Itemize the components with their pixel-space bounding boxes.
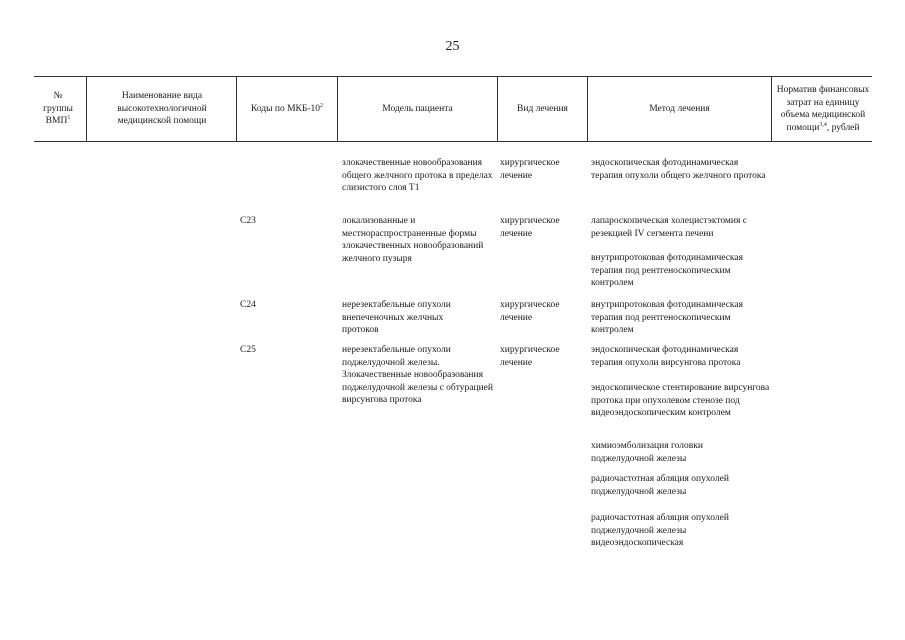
treatment-method-cell: внутрипротоковая фотодинамическая терапия под рентгеноскопическим контролем [591,300,743,335]
treatment-method-cell: химиоэмболизация головки поджелудочной железы [591,441,703,464]
column-separator [771,76,772,142]
header-cost-norm: Норматив финансовых затрат на единицу объема медицинской помощи$^{3,4}$, рублей [776,85,870,133]
header-top-rule [34,76,872,77]
patient-model-cell: нерезектабельные опухоли поджелудочной железы. Злокачественные новообразования поджелудочной железы с обтурацией вирсунгова протока [342,345,493,405]
treatment-method-cell: эндоскопическое стентирование вирсунгова протока при опухолевом стенозе под видеоэндоскопическим контролем [591,383,770,418]
patient-model-cell: нерезектабельные опухоли внепеченочных желчных протоков [342,300,451,335]
treatment-method-cell: эндоскопическая фотодинамическая терапия опухоли общего желчного протока [591,158,766,181]
header-patient-model: Модель пациента [382,103,453,114]
column-separator [587,76,588,142]
header-care-type: Наименование вида высокотехнологичной медицинской помощи [117,91,207,127]
header-icd-codes: Коды по МКБ-$10^2$ [250,102,324,114]
icd-code-cell: C25 [240,345,256,355]
treatment-type-cell: хирургическое лечение [500,300,560,323]
patient-model-cell: злокачественные новообразования общего желчного протока в пределах слизистого слоя T1 [342,158,493,193]
column-separator [337,76,338,142]
header-bottom-rule [34,141,872,142]
treatment-method-cell: радиочастотная абляция опухолей поджелудочной железы видеоэндоскопическая [591,513,729,548]
icd-code-cell: C23 [240,216,256,226]
header-treatment-type: Вид лечения [517,103,568,114]
header-treatment-method: Метод лечения [649,103,710,114]
treatment-method-cell: лапароскопическая холецистэктомия с резекцией IV сегмента печени [591,216,747,239]
header-group-number: № группы ВМП$^1$ [43,91,73,127]
treatment-type-cell: хирургическое лечение [500,158,560,181]
treatment-method-cell: радиочастотная абляция опухолей поджелудочной железы [591,474,729,497]
column-separator [236,76,237,142]
treatment-type-cell: хирургическое лечение [500,216,560,239]
page-number: 25 [445,39,460,54]
treatment-method-cell: внутрипротоковая фотодинамическая терапия под рентгеноскопическим контролем [591,253,743,288]
treatment-method-cell: эндоскопическая фотодинамическая терапия опухоли вирсунгова протока [591,345,741,368]
icd-code-cell: C24 [240,300,256,310]
column-separator [86,76,87,142]
column-separator [497,76,498,142]
treatment-type-cell: хирургическое лечение [500,345,560,368]
patient-model-cell: локализованные и местнораспространенные формы злокачественных новообразований желчного пузыря [342,216,484,264]
